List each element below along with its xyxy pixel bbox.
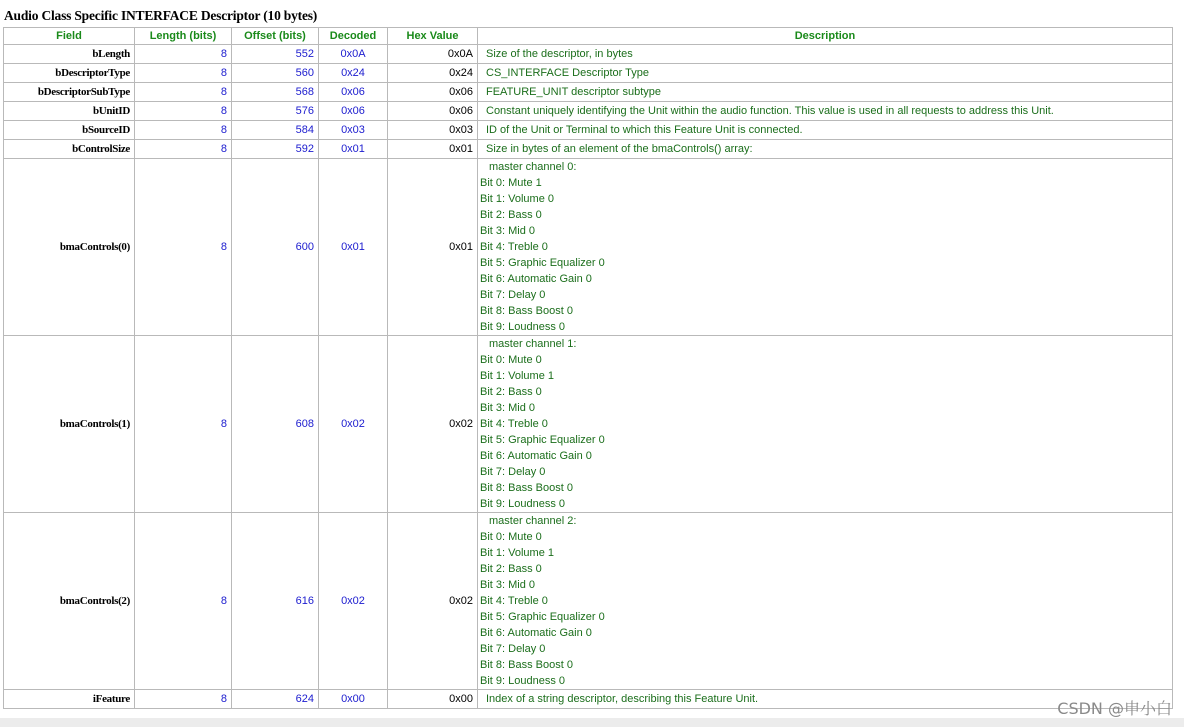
hex-cell: 0x24	[388, 64, 478, 83]
bit-line: Bit 0: Mute 0	[480, 354, 542, 366]
offset-cell: 568	[232, 83, 319, 102]
table-row	[4, 513, 1173, 690]
hex-cell: 0x06	[388, 102, 478, 121]
channel-header: master channel 2:	[489, 515, 577, 527]
table-row	[4, 140, 1173, 159]
offset-cell: 608	[232, 336, 319, 513]
channel-header: master channel 1:	[489, 338, 577, 350]
channel-header: master channel 0:	[489, 161, 577, 173]
description-cell	[478, 336, 1173, 513]
field-cell: bmaControls(2)	[4, 513, 135, 690]
bit-line: Bit 3: Mid 0	[480, 225, 536, 237]
description-cell: ID of the Unit or Terminal to which this Feature Unit is connected.	[478, 121, 1173, 140]
hex-cell: 0x00	[388, 690, 478, 709]
bit-line: Bit 5: Graphic Equalizer 0	[480, 611, 605, 623]
bit-line: Bit 0: Mute 0	[480, 531, 542, 543]
hex-cell: 0x01	[388, 159, 478, 336]
length-cell: 8	[135, 102, 232, 121]
bit-line: Bit 2: Bass 0	[480, 386, 542, 398]
offset-cell: 624	[232, 690, 319, 709]
length-cell: 8	[135, 513, 232, 690]
hex-cell: 0x03	[388, 121, 478, 140]
length-cell: 8	[135, 121, 232, 140]
decoded-cell: 0x0A	[319, 45, 388, 64]
decoded-cell: 0x02	[319, 513, 388, 690]
bit-line: Bit 3: Mid 0	[480, 402, 536, 414]
hex-cell: 0x01	[388, 140, 478, 159]
length-cell: 8	[135, 83, 232, 102]
table-row	[4, 64, 1173, 83]
bit-line: Bit 9: Loudness 0	[480, 321, 566, 333]
hex-cell: 0x06	[388, 83, 478, 102]
table-row	[4, 102, 1173, 121]
bit-line: Bit 6: Automatic Gain 0	[480, 627, 592, 639]
table-row	[4, 45, 1173, 64]
field-cell: bSourceID	[4, 121, 135, 140]
description-cell	[478, 513, 1173, 690]
description-cell: Index of a string descriptor, describing this Feature Unit.	[478, 690, 1173, 709]
field-cell: bmaControls(0)	[4, 159, 135, 336]
bit-line: Bit 1: Volume 0	[480, 193, 554, 205]
bit-line: Bit 9: Loudness 0	[480, 498, 566, 510]
watermark: CSDN @申小白	[1057, 699, 1172, 718]
decoded-cell: 0x03	[319, 121, 388, 140]
bit-line: Bit 4: Treble 0	[480, 241, 548, 253]
decoded-cell: 0x24	[319, 64, 388, 83]
col-offset: Offset (bits)	[232, 28, 319, 45]
offset-cell: 584	[232, 121, 319, 140]
bit-line: Bit 9: Loudness 0	[480, 675, 566, 687]
decoded-cell: 0x01	[319, 159, 388, 336]
col-hex: Hex Value	[388, 28, 478, 45]
description-cell	[478, 159, 1173, 336]
bit-line: Bit 6: Automatic Gain 0	[480, 273, 592, 285]
header-row	[4, 28, 1173, 45]
length-cell: 8	[135, 336, 232, 513]
decoded-cell: 0x00	[319, 690, 388, 709]
bit-line: Bit 2: Bass 0	[480, 209, 542, 221]
offset-cell: 576	[232, 102, 319, 121]
offset-cell: 552	[232, 45, 319, 64]
length-cell: 8	[135, 45, 232, 64]
table-row	[4, 336, 1173, 513]
footer-bar	[0, 718, 1184, 727]
field-cell: bControlSize	[4, 140, 135, 159]
offset-cell: 600	[232, 159, 319, 336]
length-cell: 8	[135, 159, 232, 336]
bit-line: Bit 8: Bass Boost 0	[480, 659, 573, 671]
bit-line: Bit 2: Bass 0	[480, 563, 542, 575]
description-cell: Size in bytes of an element of the bmaControls() array:	[478, 140, 1173, 159]
table-row	[4, 121, 1173, 140]
bit-line: Bit 3: Mid 0	[480, 579, 536, 591]
bit-line: Bit 1: Volume 1	[480, 547, 554, 559]
col-field: Field	[4, 28, 135, 45]
bit-line: Bit 4: Treble 0	[480, 595, 548, 607]
length-cell: 8	[135, 140, 232, 159]
bit-line: Bit 0: Mute 1	[480, 177, 542, 189]
bit-line: Bit 7: Delay 0	[480, 289, 546, 301]
length-cell: 8	[135, 64, 232, 83]
field-cell: iFeature	[4, 690, 135, 709]
table-row	[4, 83, 1173, 102]
decoded-cell: 0x06	[319, 83, 388, 102]
table-title: Audio Class Specific INTERFACE Descriptor (10 bytes)	[4, 8, 318, 23]
field-cell: bDescriptorType	[4, 64, 135, 83]
hex-cell: 0x0A	[388, 45, 478, 64]
descriptor-table	[3, 27, 1173, 709]
field-cell: bUnitID	[4, 102, 135, 121]
offset-cell: 592	[232, 140, 319, 159]
hex-cell: 0x02	[388, 336, 478, 513]
col-decoded: Decoded	[319, 28, 388, 45]
field-cell: bmaControls(1)	[4, 336, 135, 513]
hex-cell: 0x02	[388, 513, 478, 690]
table-row	[4, 159, 1173, 336]
offset-cell: 616	[232, 513, 319, 690]
decoded-cell: 0x06	[319, 102, 388, 121]
col-description: Description	[478, 28, 1173, 45]
bit-line: Bit 5: Graphic Equalizer 0	[480, 257, 605, 269]
bit-line: Bit 7: Delay 0	[480, 466, 546, 478]
decoded-cell: 0x01	[319, 140, 388, 159]
col-length: Length (bits)	[135, 28, 232, 45]
bit-line: Bit 7: Delay 0	[480, 643, 546, 655]
table-row	[4, 690, 1173, 709]
field-cell: bDescriptorSubType	[4, 83, 135, 102]
bit-line: Bit 4: Treble 0	[480, 418, 548, 430]
length-cell: 8	[135, 690, 232, 709]
description-cell: Constant uniquely identifying the Unit within the audio function. This value is used in all requests to address this Unit.	[478, 102, 1173, 121]
bit-line: Bit 1: Volume 1	[480, 370, 554, 382]
bit-line: Bit 8: Bass Boost 0	[480, 482, 573, 494]
bit-line: Bit 5: Graphic Equalizer 0	[480, 434, 605, 446]
description-cell: FEATURE_UNIT descriptor subtype	[478, 83, 1173, 102]
offset-cell: 560	[232, 64, 319, 83]
bit-line: Bit 6: Automatic Gain 0	[480, 450, 592, 462]
description-cell: Size of the descriptor, in bytes	[478, 45, 1173, 64]
field-cell: bLength	[4, 45, 135, 64]
decoded-cell: 0x02	[319, 336, 388, 513]
bit-line: Bit 8: Bass Boost 0	[480, 305, 573, 317]
description-cell: CS_INTERFACE Descriptor Type	[478, 64, 1173, 83]
